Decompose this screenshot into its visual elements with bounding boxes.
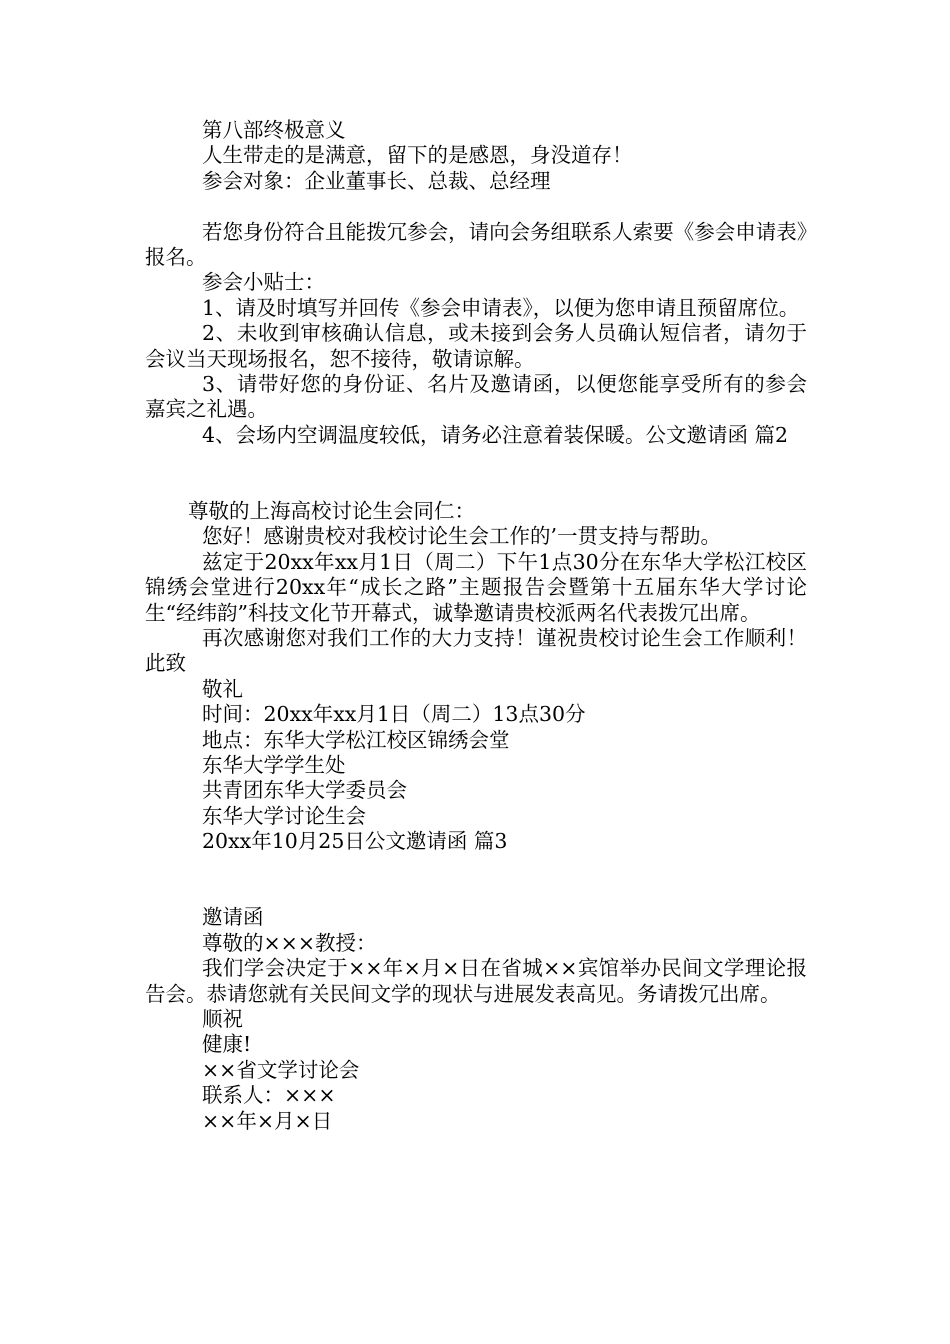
- salutation: 尊敬的上海高校讨论生会同仁：: [188, 499, 475, 523]
- invitation-title: 邀请函: [202, 905, 264, 930]
- date-line: ××年×月×日: [202, 1108, 333, 1133]
- tip-item-1: 1、请及时填写并回传《参会申请表》，以便为您申请且预留席位。: [202, 295, 800, 320]
- spacer: [145, 194, 807, 219]
- regards-line: 敬礼: [202, 676, 243, 701]
- document-page: [145, 118, 807, 1134]
- spacer: [145, 448, 807, 499]
- invitation-body: 兹定于20xx年xx月1日（周二）下午1点30分在东华大学松江校区锦绣会堂进行20xx年“成长之路”主题报告会暨第十五届东华大学讨论生“经纬韵”科技文化节开幕式，诚挚邀请贵校派两名代表拨冗出席。: [145, 549, 807, 625]
- audience-line: 参会对象：企业董事长、总裁、总经理: [202, 168, 551, 193]
- section-heading: 第八部终极意义: [202, 118, 346, 142]
- place-line: 地点：东华大学松江校区锦绣会堂: [202, 727, 510, 752]
- invitation-body: 我们学会决定于××年×月×日在省城××宾馆举办民间文学理论报告会。恭请您就有关民间文学的现状与进展发表高见。务请拨冗出席。: [145, 956, 807, 1006]
- tips-title: 参会小贴士：: [202, 270, 325, 295]
- register-paragraph: 若您身份符合且能拨冗参会，请向会务组联系人索要《参会申请表》报名。: [145, 219, 807, 269]
- signer-line: 东华大学讨论生会: [202, 803, 366, 828]
- tip-item-2: 2、未收到审核确认信息，或未接到会务人员确认短信者，请勿于会议当天现场报名，恕不接待，敬请谅解。: [145, 321, 807, 371]
- contact-line: 联系人：×××: [202, 1083, 336, 1108]
- date-line: 20xx年10月25日公文邀请函 篇3: [202, 829, 508, 854]
- spacer: [145, 855, 807, 906]
- time-line: 时间：20xx年xx月1日（周二）13点30分: [202, 702, 586, 727]
- tip-item-4: 4、会场内空调温度较低，请务必注意着装保暖。公文邀请函 篇2: [202, 422, 789, 447]
- signer-line: 共青团东华大学委员会: [202, 778, 407, 803]
- motto-line: 人生带走的是满意，留下的是感恩，身没道存！: [202, 143, 633, 168]
- closing-line: 顺祝: [202, 1006, 243, 1031]
- signer-line: 东华大学学生处: [202, 752, 346, 777]
- tip-item-3: 3、请带好您的身份证、名片及邀请函，以便您能享受所有的参会嘉宾之礼遇。: [145, 371, 807, 422]
- salutation: 尊敬的×××教授：: [202, 930, 377, 955]
- organization-line: ××省文学讨论会: [202, 1057, 360, 1082]
- closing-line: 健康!: [202, 1032, 252, 1057]
- thanks-paragraph: 再次感谢您对我们工作的大力支持！谨祝贵校讨论生会工作顺利！此致: [145, 626, 807, 676]
- greeting-line: 您好！感谢贵校对我校讨论生会工作的’一贯支持与帮助。: [202, 524, 722, 549]
